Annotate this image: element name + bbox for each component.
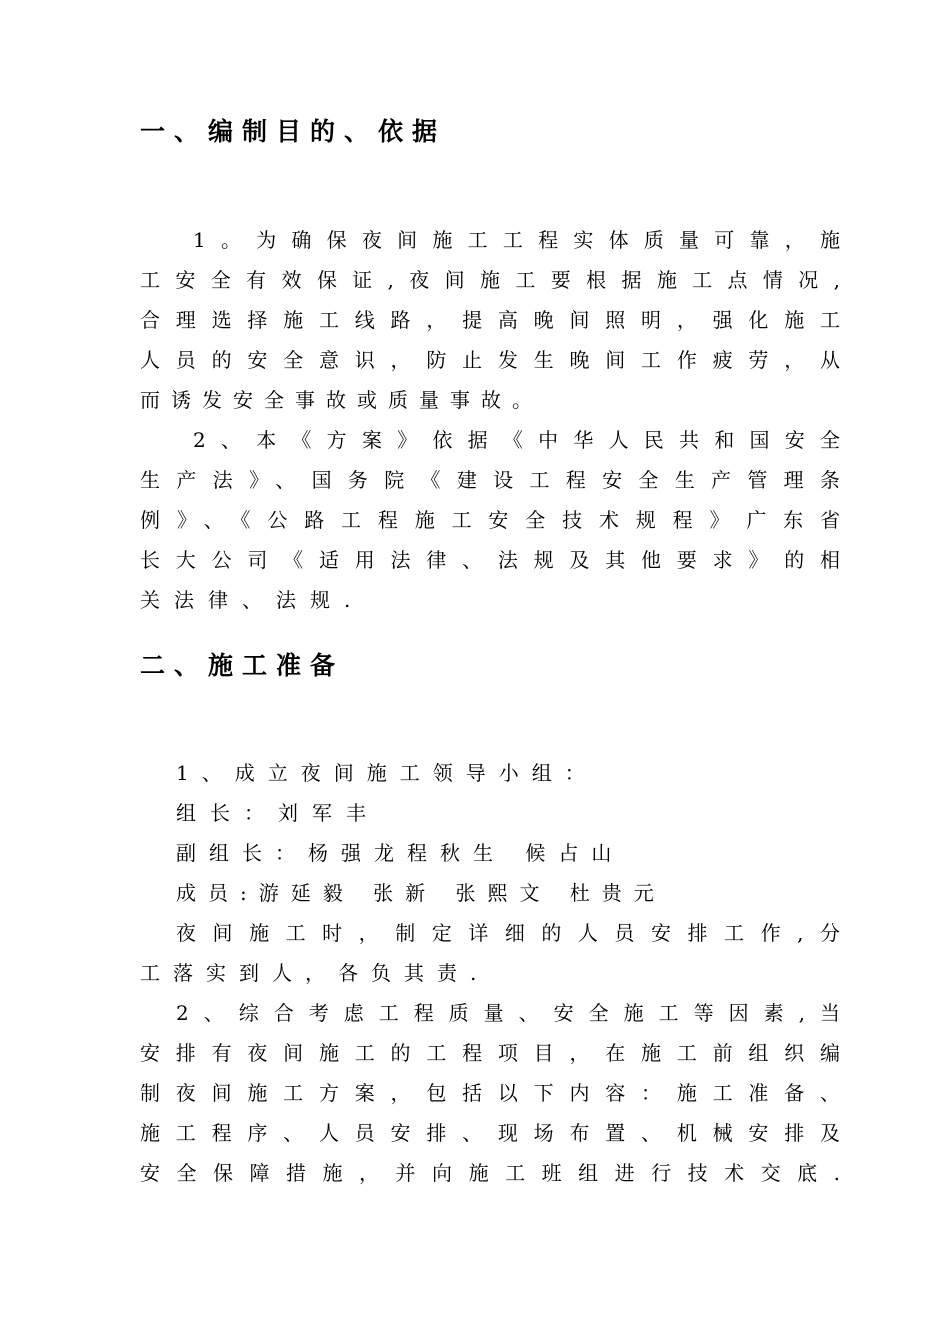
paragraph-line: 1、成立夜间施工领导小组：: [176, 761, 598, 785]
paragraph-line: 合理选择施工线路，提高晚间照明，强化施工: [140, 308, 840, 332]
paragraph-line: 安排有夜间施工的工程项目，在施工前组织编: [140, 1041, 840, 1065]
paragraph-line: 施工程序、人员安排、现场布置、机械安排及: [140, 1121, 840, 1145]
paragraph-line: 长大公司《适用法律、法规及其他要求》的相: [140, 548, 840, 572]
paragraph-line: 人员的安全意识，防止发生晚间工作疲劳，从: [140, 348, 840, 372]
paragraph-line: 安全保障措施，并向施工班组进行技术交底.: [140, 1161, 840, 1185]
paragraph-line: 1。为确保夜间施工工程实体质量可靠，施: [193, 228, 840, 252]
section-heading: 二、施工准备: [140, 651, 345, 680]
paragraph-line: 工安全有效保证,夜间施工要根据施工点情况,: [140, 268, 840, 292]
paragraph-line: 2、综合考虑工程质量、安全施工等因素,当: [176, 1001, 840, 1025]
paragraph-line: 副组长：杨强龙程秋生 候占山: [176, 841, 625, 865]
paragraph-line: 制夜间施工方案，包括以下内容：施工准备、: [140, 1081, 840, 1105]
paragraph-line: 例》、《公路工程施工安全技术规程》广东省: [140, 508, 840, 532]
section-heading: 一、编制目的、依据: [140, 117, 447, 146]
paragraph-line: 成员:游延毅 张新 张熙文 杜贵元: [176, 881, 666, 905]
paragraph-line: 组长：刘军丰: [176, 801, 380, 825]
paragraph-line: 关法律、法规.: [140, 588, 365, 612]
paragraph-line: 夜间施工时，制定详细的人员安排工作,分: [176, 921, 840, 945]
paragraph-line: 生产法》、国务院《建设工程安全生产管理条: [140, 468, 840, 492]
paragraph-line: 2、本《方案》依据《中华人民共和国安全: [193, 428, 840, 452]
paragraph-line: 而诱发安全事故或质量事故。: [140, 388, 543, 412]
paragraph-line: 工落实到人，各负其责.: [140, 961, 490, 985]
